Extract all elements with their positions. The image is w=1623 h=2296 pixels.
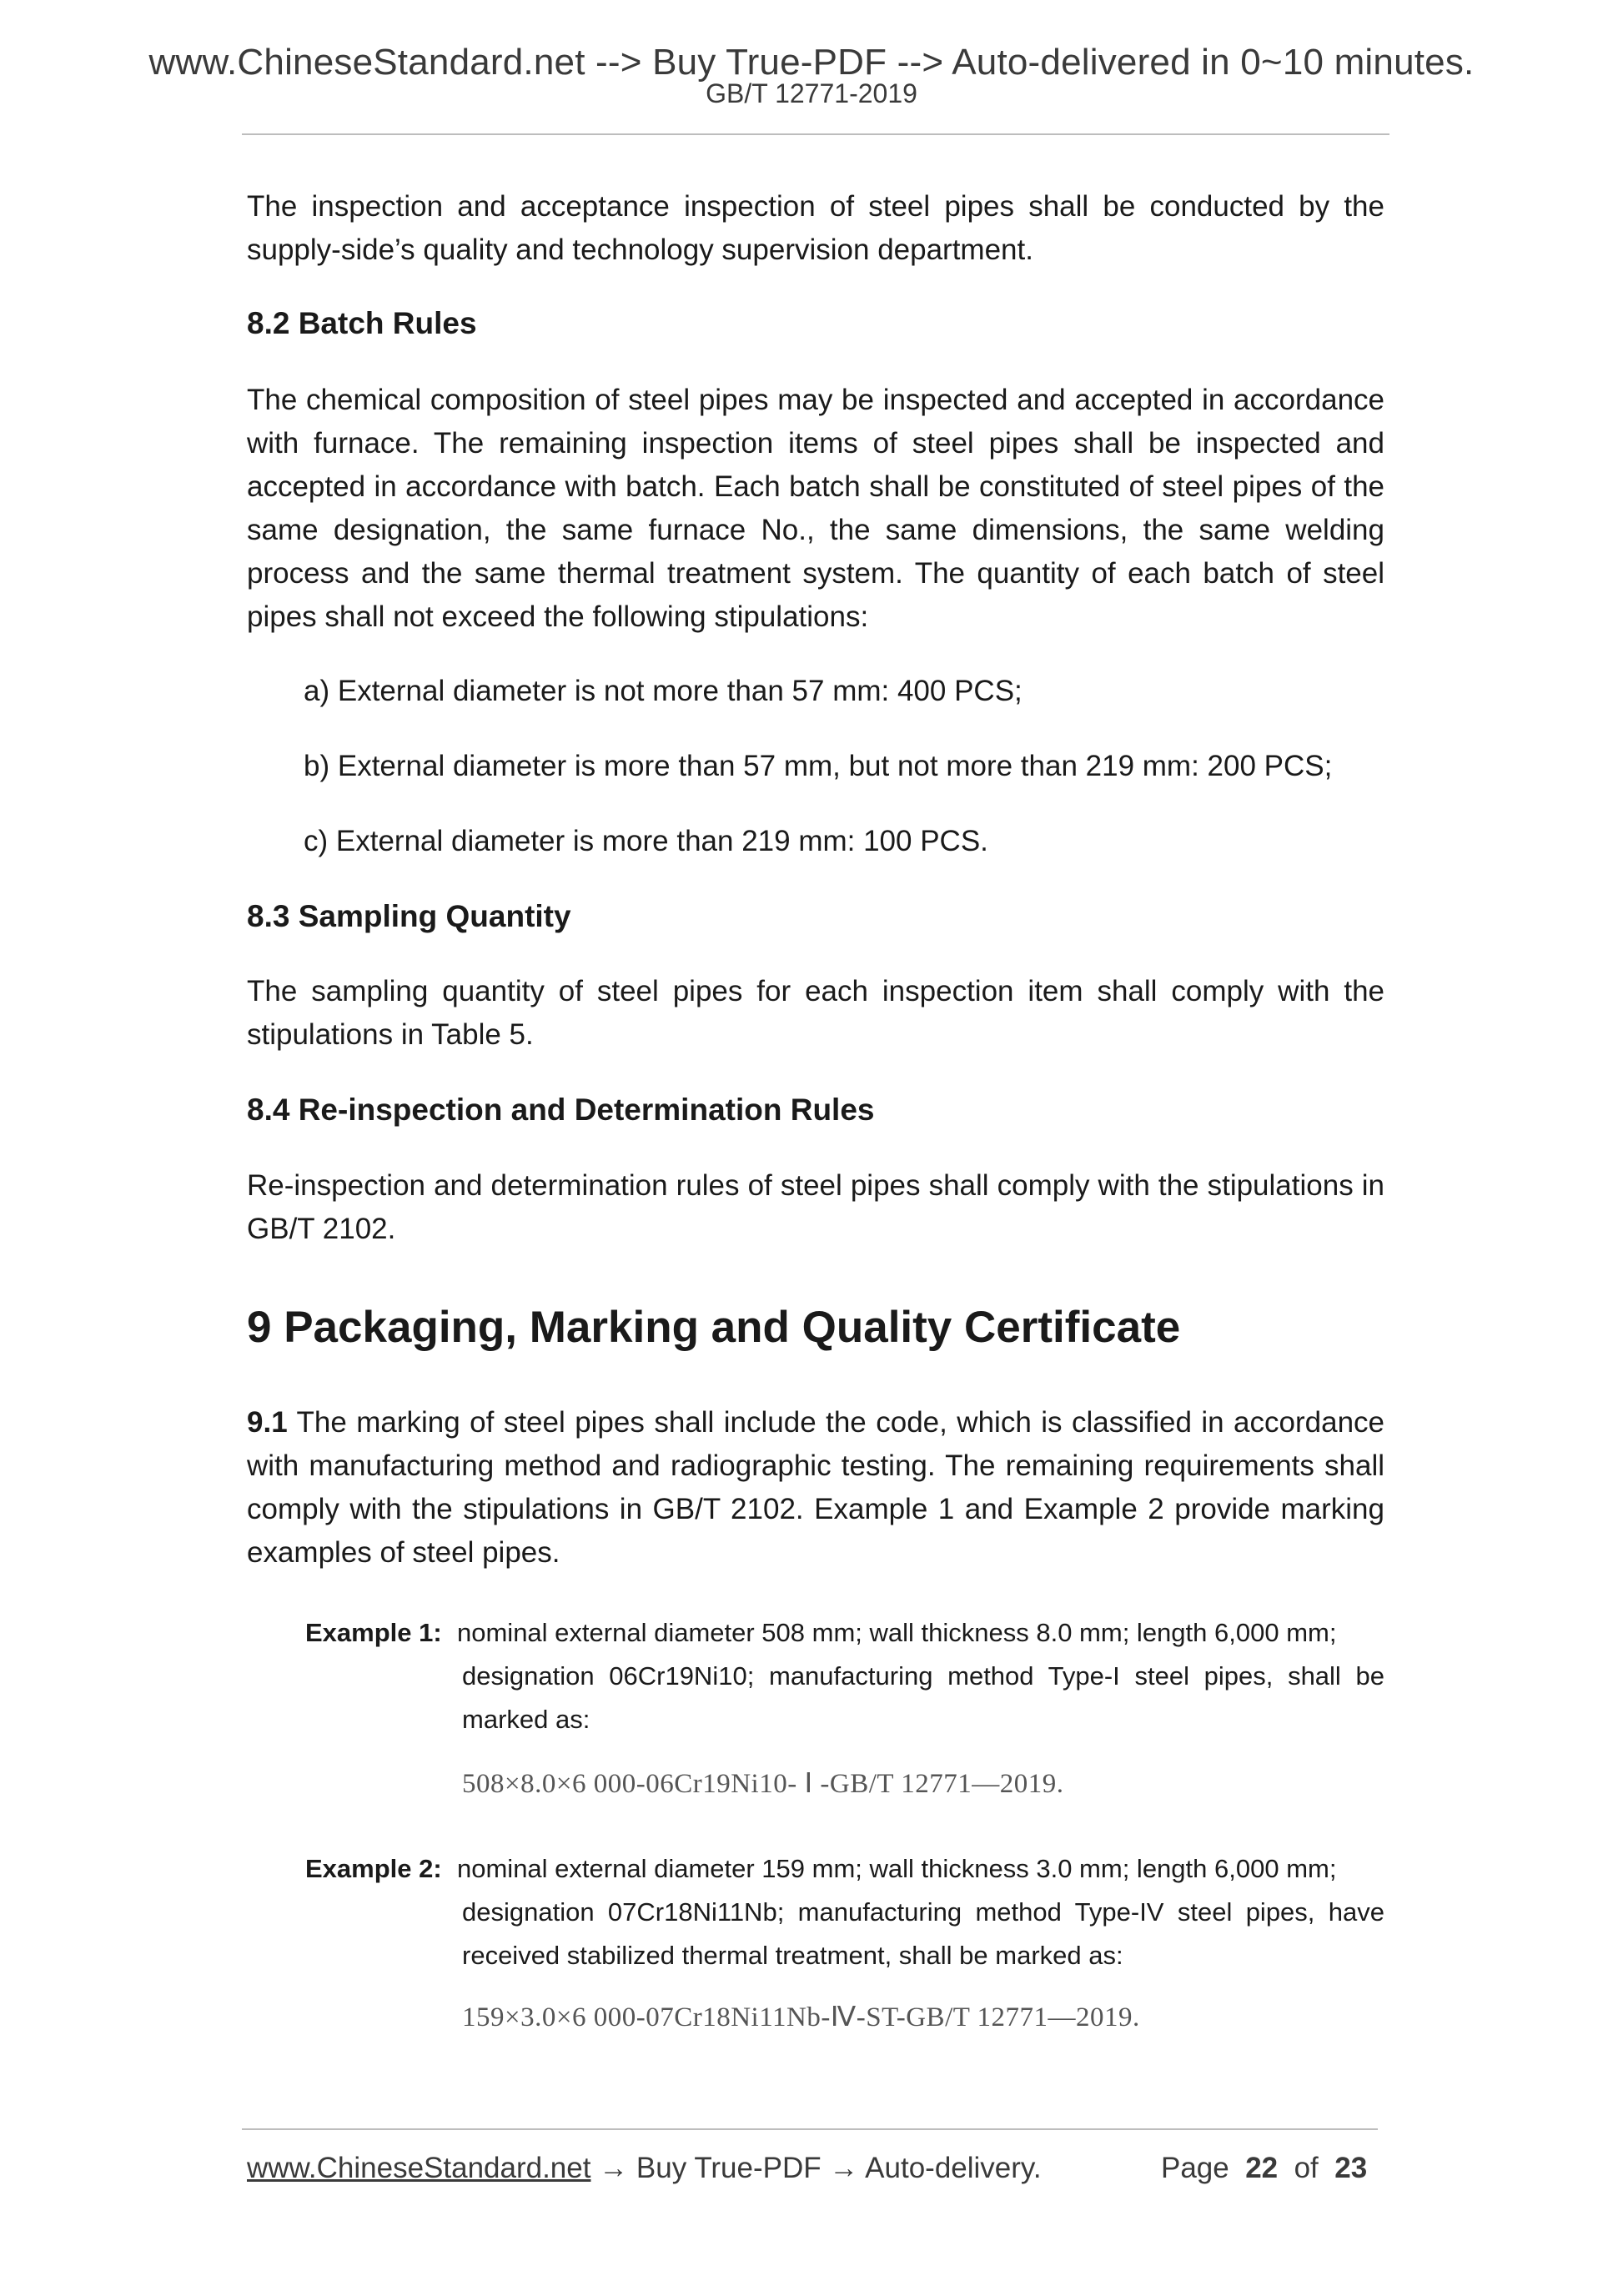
of-label: of bbox=[1294, 2152, 1319, 2184]
example-1-marking: 508×8.0×6 000-06Cr19Ni10- Ⅰ -GB/T 12771—2019. bbox=[462, 1769, 1064, 1799]
clause-9-1-paragraph bbox=[247, 1401, 1384, 1575]
example-2-marking: 159×3.0×6 000-07Cr18Ni11Nb-Ⅳ-ST-GB/T 12771—2019. bbox=[462, 2002, 1140, 2032]
footer-text: → Buy True-PDF → Auto-delivery. bbox=[590, 2152, 1042, 2184]
footer-left bbox=[247, 2152, 1042, 2185]
heading-8-2: 8.2 Batch Rules bbox=[247, 306, 477, 340]
example-2-text: designation 07Cr18Ni11Nb; manufacturing method Type-IV steel pipes, have received stabilized thermal treatment, shall be marked as: bbox=[462, 1897, 1384, 1970]
page-current: 22 bbox=[1245, 2152, 1279, 2184]
example-1-label: Example 1: bbox=[305, 1618, 442, 1647]
footer-link[interactable]: www.ChineseStandard.net bbox=[247, 2152, 591, 2184]
list-item-b: b) External diameter is more than 57 mm, but not more than 219 mm: 200 PCS; bbox=[304, 750, 1333, 782]
example-1-first-line: nominal external diameter 508 mm; wall thickness 8.0 mm; length 6,000 mm; bbox=[457, 1618, 1337, 1647]
sampling-paragraph: The sampling quantity of steel pipes for each inspection item shall comply with the stipulations in Table 5. bbox=[247, 975, 1384, 1051]
page-label: Page bbox=[1161, 2152, 1229, 2184]
reinspection-paragraph: Re-inspection and determination rules of steel pipes shall comply with the stipulations in GB/T 2102. bbox=[247, 1169, 1384, 1245]
list-item-a: a) External diameter is not more than 57 mm: 400 PCS; bbox=[304, 675, 1023, 707]
page-indicator bbox=[1161, 2152, 1367, 2185]
standard-code: GB/T 12771-2019 bbox=[706, 78, 917, 108]
example-1-text: designation 06Cr19Ni10; manufacturing method Type-I steel pipes, shall be marked as: bbox=[462, 1661, 1384, 1734]
page-total: 23 bbox=[1334, 2152, 1368, 2184]
heading-8-3: 8.3 Sampling Quantity bbox=[247, 899, 571, 933]
list-item-c: c) External diameter is more than 219 mm: 100 PCS. bbox=[304, 825, 988, 857]
example-2-first-line: nominal external diameter 159 mm; wall thickness 3.0 mm; length 6,000 mm; bbox=[457, 1854, 1337, 1883]
footer-divider bbox=[242, 2128, 1378, 2130]
heading-8-4: 8.4 Re-inspection and Determination Rules bbox=[247, 1093, 875, 1127]
batch-rules-paragraph: The chemical composition of steel pipes may be inspected and accepted in accordance with furnace. The remaining inspection items of steel pipes shall be inspected and accepted in accordance with batch. Each batch shall be constituted of steel pipes of the same designation, the same furnace No., the same dimensions, the same welding process and the same thermal treatment system. The quantity of each batch of steel pipes shall not exceed the following stipulations: bbox=[247, 384, 1384, 633]
heading-9: 9 Packaging, Marking and Quality Certificate bbox=[247, 1303, 1181, 1352]
intro-paragraph: The inspection and acceptance inspection of steel pipes shall be conducted by the supply-side’s quality and technology supervision department. bbox=[247, 190, 1384, 266]
clause-text: The marking of steel pipes shall include the code, which is classified in accordance with manufacturing method and radiographic testing. The remaining requirements shall comply with the stipulations in GB/T 2102. Example 1 and Example 2 provide marking examples of steel pipes. bbox=[247, 1406, 1384, 1569]
header-banner: www.ChineseStandard.net --> Buy True-PDF --> Auto-delivered in 0~10 minutes. bbox=[148, 42, 1475, 83]
example-2-label: Example 2: bbox=[305, 1854, 442, 1883]
header-divider bbox=[242, 133, 1389, 135]
clause-number: 9.1 bbox=[247, 1406, 288, 1439]
